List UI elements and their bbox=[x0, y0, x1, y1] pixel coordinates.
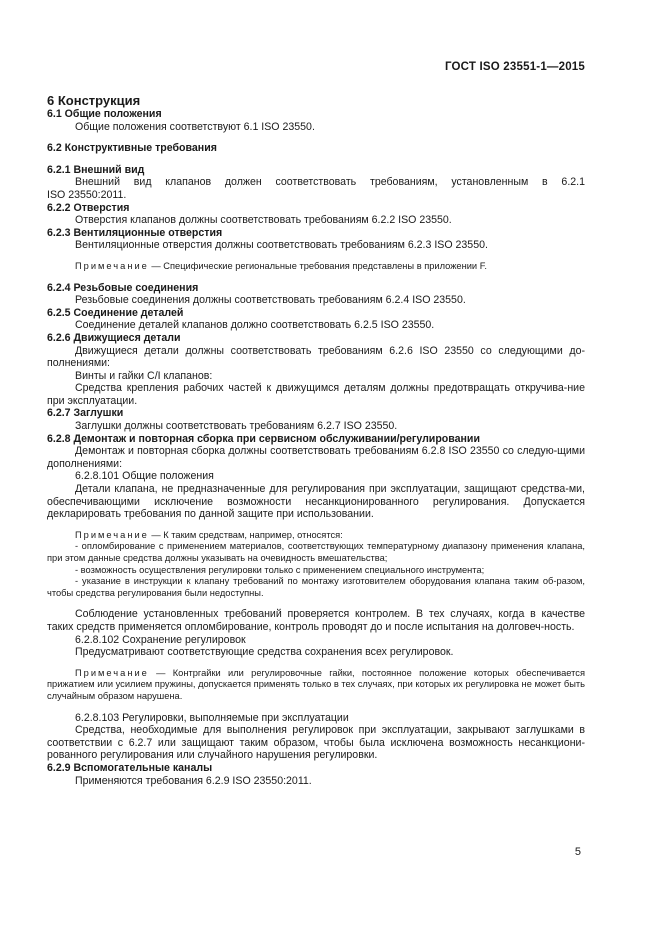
section-title: 6 Конструкция bbox=[47, 93, 141, 108]
note-item: - опломбирование с применением материалов, соответствующих температурному диапазону применения клапана, при этом данные средства должны указывать на очевидность вмешательства; bbox=[47, 541, 585, 563]
clause-6-2-1-text-line1: Внешний вид клапанов должен соответствовать требованиям, установленным в 6.2.1 bbox=[75, 176, 585, 189]
clause-6-2-2-title: 6.2.2 Отверстия bbox=[47, 201, 130, 214]
clause-6-2-4-text: Резьбовые соединения должны соответствовать требованиям 6.2.4 ISO 23550. bbox=[75, 294, 466, 307]
clause-6-2-8-text: Демонтаж и повторная сборка должны соответствовать требованиям 6.2.8 ISO 23550 со следую-щими дополнениями: bbox=[47, 445, 585, 470]
clause-6-2-8-102-text: Предусматривают соответствующие средства сохранения всех регулировок. bbox=[75, 646, 454, 659]
subsection-6-1-title: 6.1 Общие положения bbox=[47, 108, 162, 120]
note-label: Примечание bbox=[75, 260, 149, 271]
note-text: — Контргайки или регулировочные гайки, постоянное положение которых обеспечивается прижатием или усилием пружины, допускается применять только в тех случаях, при которых их регулировка не может быть случайным образом нарушена. bbox=[47, 667, 585, 701]
clause-6-2-5-title: 6.2.5 Соединение деталей bbox=[47, 306, 184, 319]
clause-6-2-6-screws: Винты и гайки C/I клапанов: bbox=[75, 369, 213, 382]
note-text: — К таким средствам, например, относятся: bbox=[148, 529, 343, 540]
clause-6-2-7-title: 6.2.7 Заглушки bbox=[47, 407, 124, 420]
clause-6-2-9-text: Применяются требования 6.2.9 ISO 23550:2011. bbox=[75, 774, 312, 787]
clause-6-2-6-fasteners: Средства крепления рабочих частей к движущимся деталям должны предотвращать откручива-ние при эксплуатации. bbox=[47, 382, 585, 407]
document-code: ГОСТ ISO 23551-1—2015 bbox=[444, 61, 585, 73]
page-number: 5 bbox=[574, 846, 581, 858]
note-item: - указание в инструкции к клапану требований по монтажу изготовителем оборудования клапана таким об-разом, чтобы средства регулирования были недоступны. bbox=[47, 576, 585, 598]
clause-6-2-8-title: 6.2.8 Демонтаж и повторная сборка при сервисном обслуживании/регулировании bbox=[47, 432, 480, 445]
clause-6-2-8-103-text: Средства, необходимые для выполнения регулировок при эксплуатации, закрывают заглушками в соответствии с 6.2.7 или защищают таким образом, чтобы была исключена возможность несанкциони-рованного регулирования или случайного нарушения регулировки. bbox=[47, 724, 585, 762]
note-label: Примечание bbox=[75, 667, 149, 678]
clause-6-2-4-title: 6.2.4 Резьбовые соединения bbox=[47, 281, 199, 294]
clause-6-2-8-101-text: Детали клапана, не предназначенные для регулирования при эксплуатации, защищают средства-ми, обеспечивающими исключение возможности несанкционированного регулирования. Допускается декларировать требования по данной защите при использовании. bbox=[47, 483, 585, 521]
clause-6-2-7-text: Заглушки должны соответствовать требованиям 6.2.7 ISO 23550. bbox=[75, 420, 398, 433]
note-regional bbox=[47, 261, 585, 273]
note-item: - возможность осуществления регулировки только с применением специального инструмента; bbox=[75, 564, 485, 575]
clause-6-2-1-text-line2: ISO 23550:2011. bbox=[47, 188, 127, 201]
note-text: — Специфические региональные требования представлены в приложении F. bbox=[148, 260, 487, 271]
note-locknuts bbox=[47, 668, 585, 703]
clause-6-2-6-text: Движущиеся детали должны соответствовать требованиям 6.2.6 ISO 23550 со следующими до-полнениями: bbox=[47, 344, 585, 370]
clause-6-2-6-title: 6.2.6 Движущиеся детали bbox=[47, 331, 181, 344]
clause-6-2-8-101-title: 6.2.8.101 Общие положения bbox=[75, 470, 214, 483]
subsection-6-2-title: 6.2 Конструктивные требования bbox=[47, 142, 217, 155]
clause-6-2-9-title: 6.2.9 Вспомогательные каналы bbox=[47, 761, 213, 774]
clause-6-2-2-text: Отверстия клапанов должны соответствовать требованиям 6.2.2 ISO 23550. bbox=[75, 214, 452, 227]
clause-6-2-3-title: 6.2.3 Вентиляционные отверстия bbox=[47, 226, 223, 239]
page-content bbox=[47, 93, 585, 787]
clause-6-2-1-title: 6.2.1 Внешний вид bbox=[47, 163, 145, 176]
note-label: Примечание bbox=[75, 529, 149, 540]
clause-6-2-8-103-title: 6.2.8.103 Регулировки, выполняемые при эксплуатации bbox=[75, 711, 349, 724]
compliance-text: Соблюдение установленных требований проверяется контролем. В тех случаях, когда в качестве таких средств применяется опломбирование, контроль проводят до и после испытания на долговеч-ность. bbox=[47, 608, 585, 633]
clause-6-2-3-text: Вентиляционные отверстия должны соответствовать требованиям 6.2.3 ISO 23550. bbox=[75, 239, 488, 252]
subsection-6-1-text: Общие положения соответствуют 6.1 ISO 23550. bbox=[75, 120, 315, 133]
clause-6-2-8-102-title: 6.2.8.102 Сохранение регулировок bbox=[75, 633, 246, 646]
clause-6-2-5-text: Соединение деталей клапанов должно соответствовать 6.2.5 ISO 23550. bbox=[75, 319, 435, 332]
note-protection bbox=[47, 530, 585, 542]
